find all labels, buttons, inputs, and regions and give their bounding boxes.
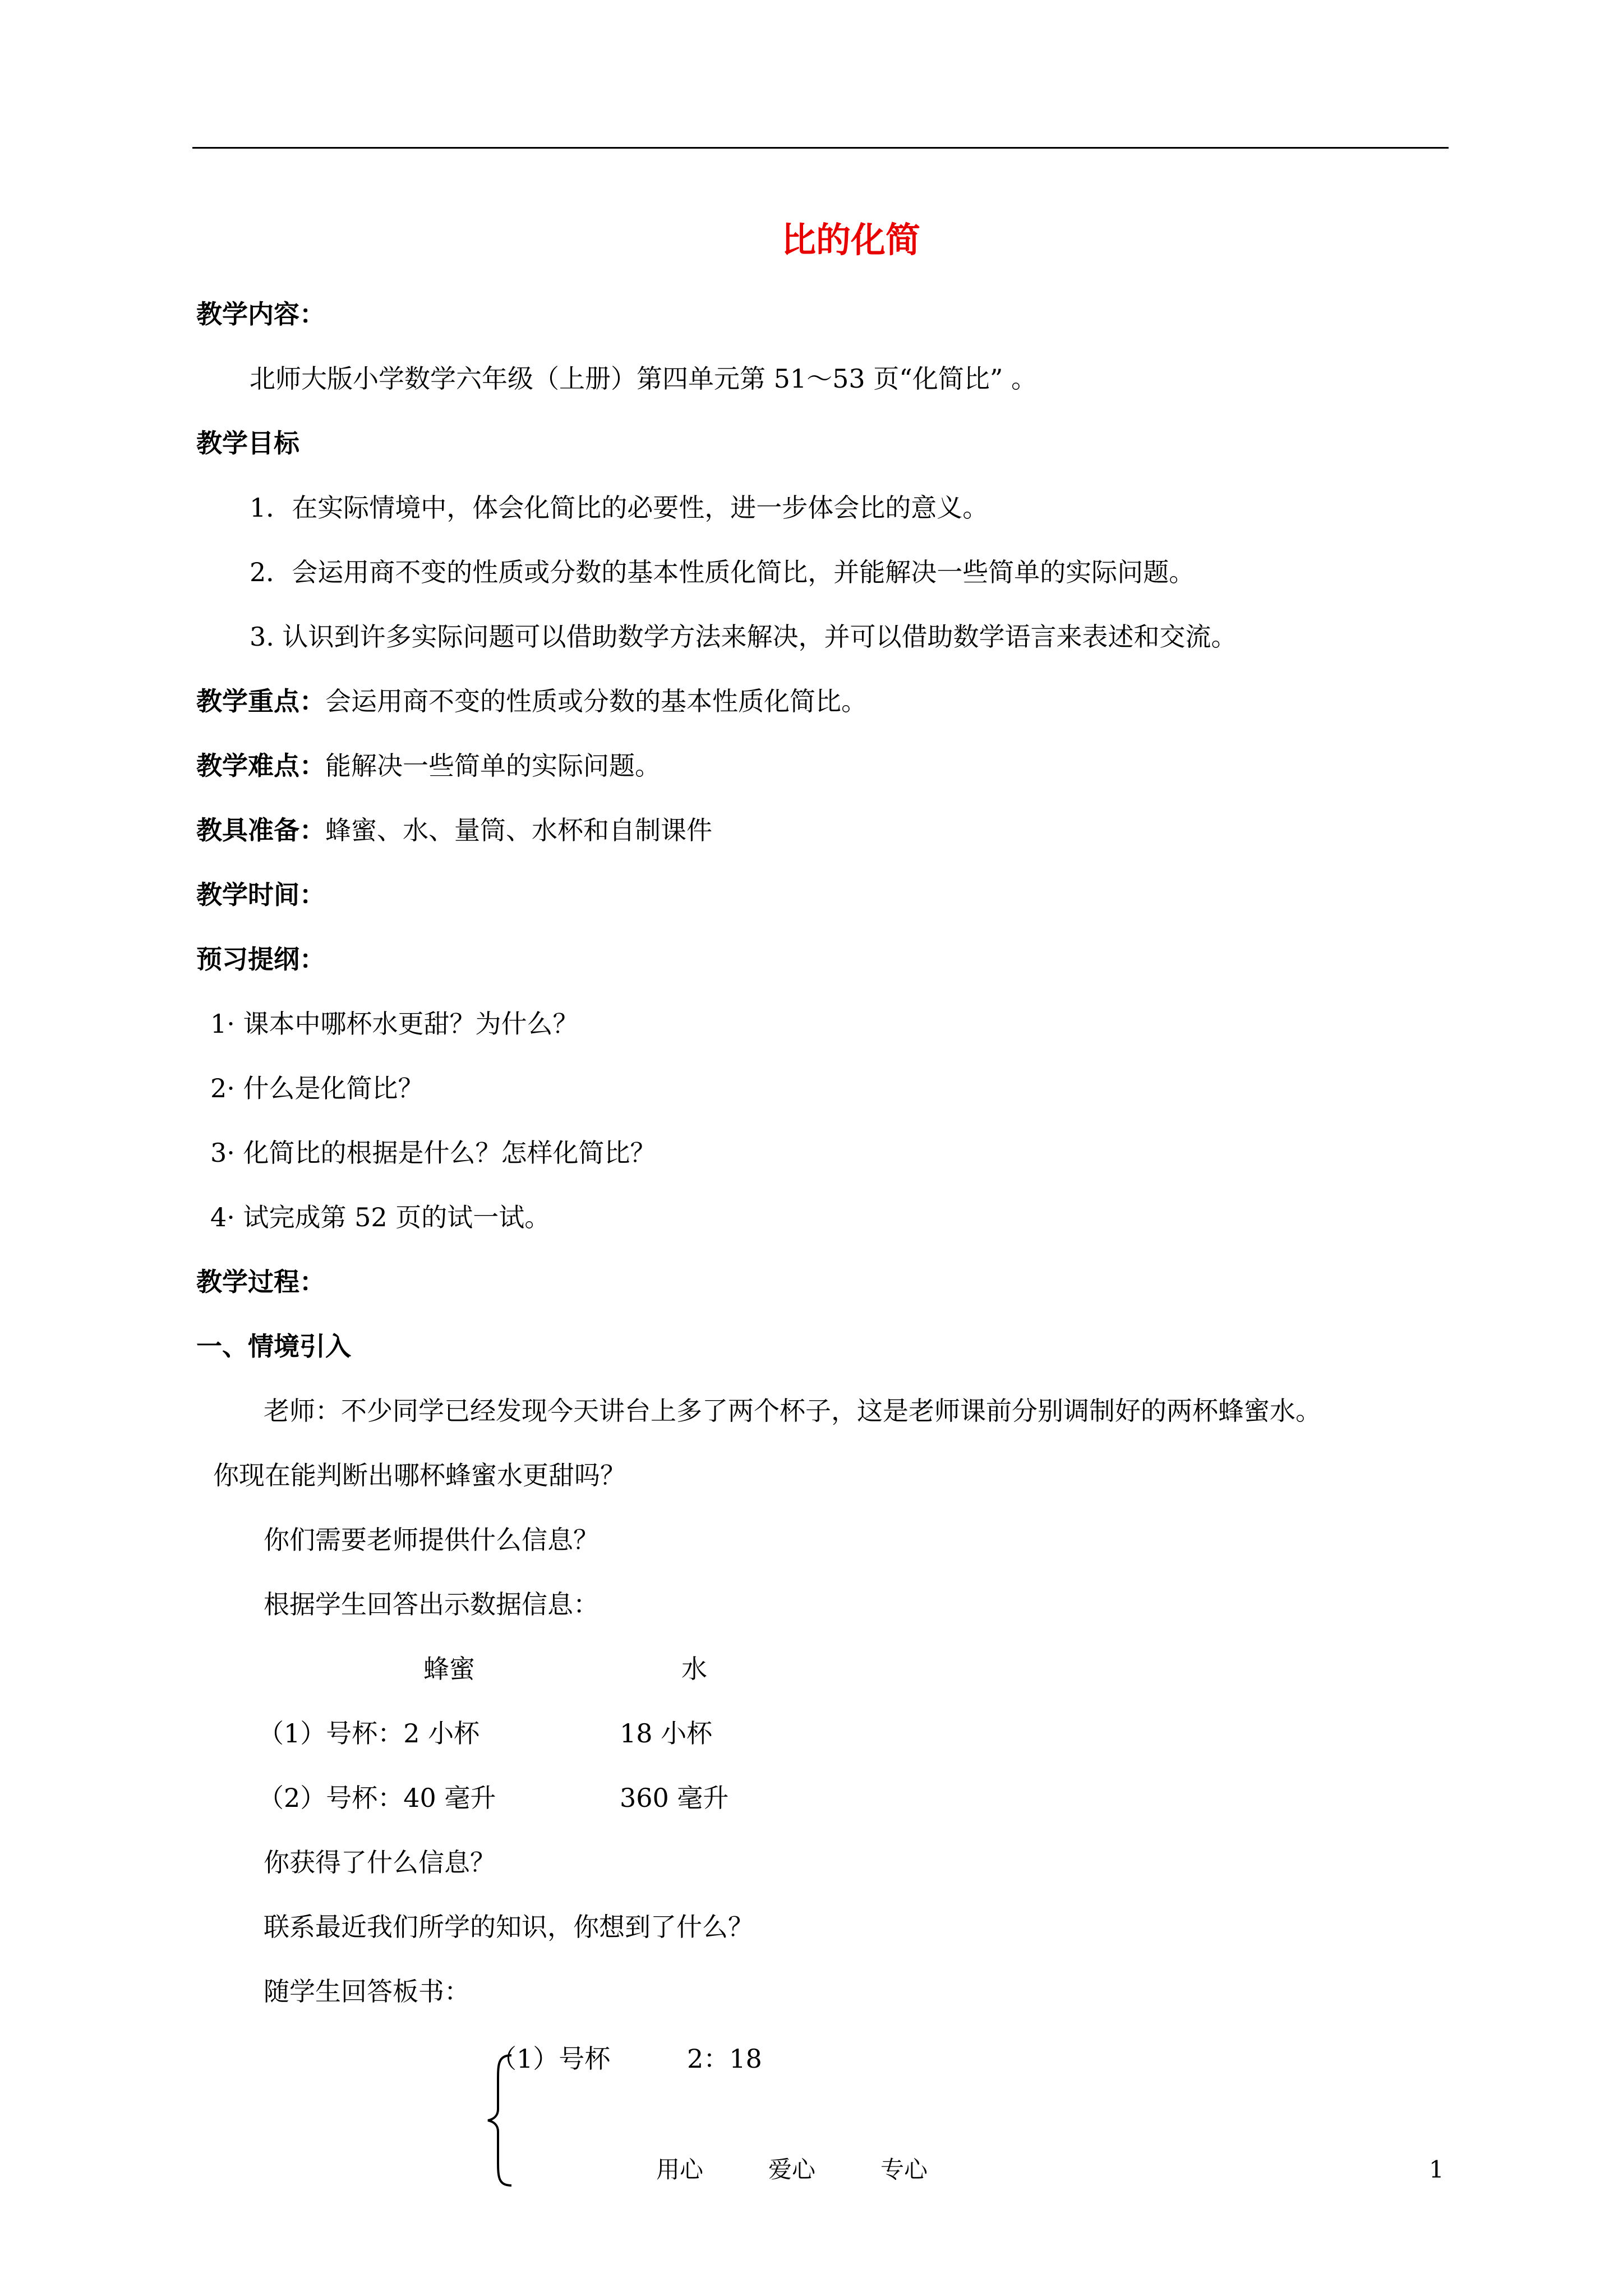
goal-item-3: 3. 认识到许多实际问题可以借助数学方法来解决，并可以借助数学语言来表述和交流。	[250, 622, 1237, 652]
teaching-goals-label: 教学目标	[196, 428, 299, 458]
footer-item-3: 专心	[880, 2156, 928, 2183]
left-brace-icon	[487, 2053, 520, 2188]
question-4: 联系最近我们所学的知识，你想到了什么？	[264, 1912, 754, 1942]
page-title: 比的化简	[781, 219, 920, 260]
materials-text: 蜂蜜、水、量筒、水杯和自制课件	[325, 815, 712, 845]
footer-item-2: 爱心	[768, 2156, 816, 2183]
question-1: 你们需要老师提供什么信息？	[264, 1525, 599, 1555]
teaching-content-label: 教学内容：	[196, 299, 325, 329]
table-row	[258, 1717, 479, 1750]
question-3: 你获得了什么信息？	[264, 1847, 496, 1878]
table-header-water: 水	[681, 1654, 707, 1684]
footer-item-1: 用心	[656, 2156, 704, 2183]
preview-item-2: 2· 什么是化简比？	[210, 1073, 424, 1103]
preview-item-3: 3· 化简比的根据是什么？怎样化简比？	[210, 1138, 656, 1168]
difficult-point	[196, 749, 661, 783]
preview-outline-label: 预习提纲：	[196, 944, 325, 974]
paragraph-line-1: 老师：不少同学已经发现今天讲台上多了两个杯子，这是老师课前分别调制好的两杯蜂蜜水。	[264, 1396, 1321, 1426]
key-point-label: 教学重点：	[196, 686, 325, 716]
preview-item-1: 1· 课本中哪杯水更甜？为什么？	[210, 1009, 579, 1039]
page-number: 1	[1429, 2156, 1444, 2183]
table-row	[258, 1781, 496, 1815]
key-point-text: 会运用商不变的性质或分数的基本性质化简比。	[325, 686, 867, 716]
materials	[196, 813, 712, 847]
materials-label: 教具准备：	[196, 815, 325, 845]
teaching-time-label: 教学时间：	[196, 880, 325, 910]
row-water: 360 毫升	[620, 1783, 729, 1813]
key-point	[196, 684, 867, 718]
section-one-heading: 一、情境引入	[196, 1331, 351, 1361]
preview-item-4: 4· 试完成第 52 页的试一试。	[210, 1202, 551, 1232]
goal-item-1: 1．在实际情境中，体会化简比的必要性，进一步体会比的意义。	[250, 493, 989, 523]
board-label: （1）号杯	[491, 2044, 611, 2074]
difficult-point-text: 能解决一些简单的实际问题。	[325, 751, 661, 781]
header-rule	[192, 147, 1449, 149]
teaching-content-text: 北师大版小学数学六年级（上册）第四单元第 51～53 页“化简比” 。	[250, 364, 1037, 394]
row-honey: 40 毫升	[403, 1783, 496, 1813]
row-label: （2）号杯：	[258, 1783, 404, 1813]
board-ratio: 2：18	[687, 2044, 762, 2074]
row-honey: 2 小杯	[403, 1718, 480, 1749]
paragraph-line-2: 你现在能判断出哪杯蜂蜜水更甜吗？	[213, 1460, 626, 1490]
teaching-process-label: 教学过程：	[196, 1267, 325, 1297]
question-5: 随学生回答板书：	[264, 1976, 470, 2007]
table-header-honey: 蜂蜜	[423, 1654, 475, 1684]
goal-item-2: 2．会运用商不变的性质或分数的基本性质化简比，并能解决一些简单的实际问题。	[250, 557, 1195, 587]
row-water: 18 小杯	[620, 1718, 713, 1749]
row-label: （1）号杯：	[258, 1718, 404, 1749]
question-2: 根据学生回答出示数据信息：	[264, 1589, 599, 1619]
difficult-point-label: 教学难点：	[196, 751, 325, 781]
